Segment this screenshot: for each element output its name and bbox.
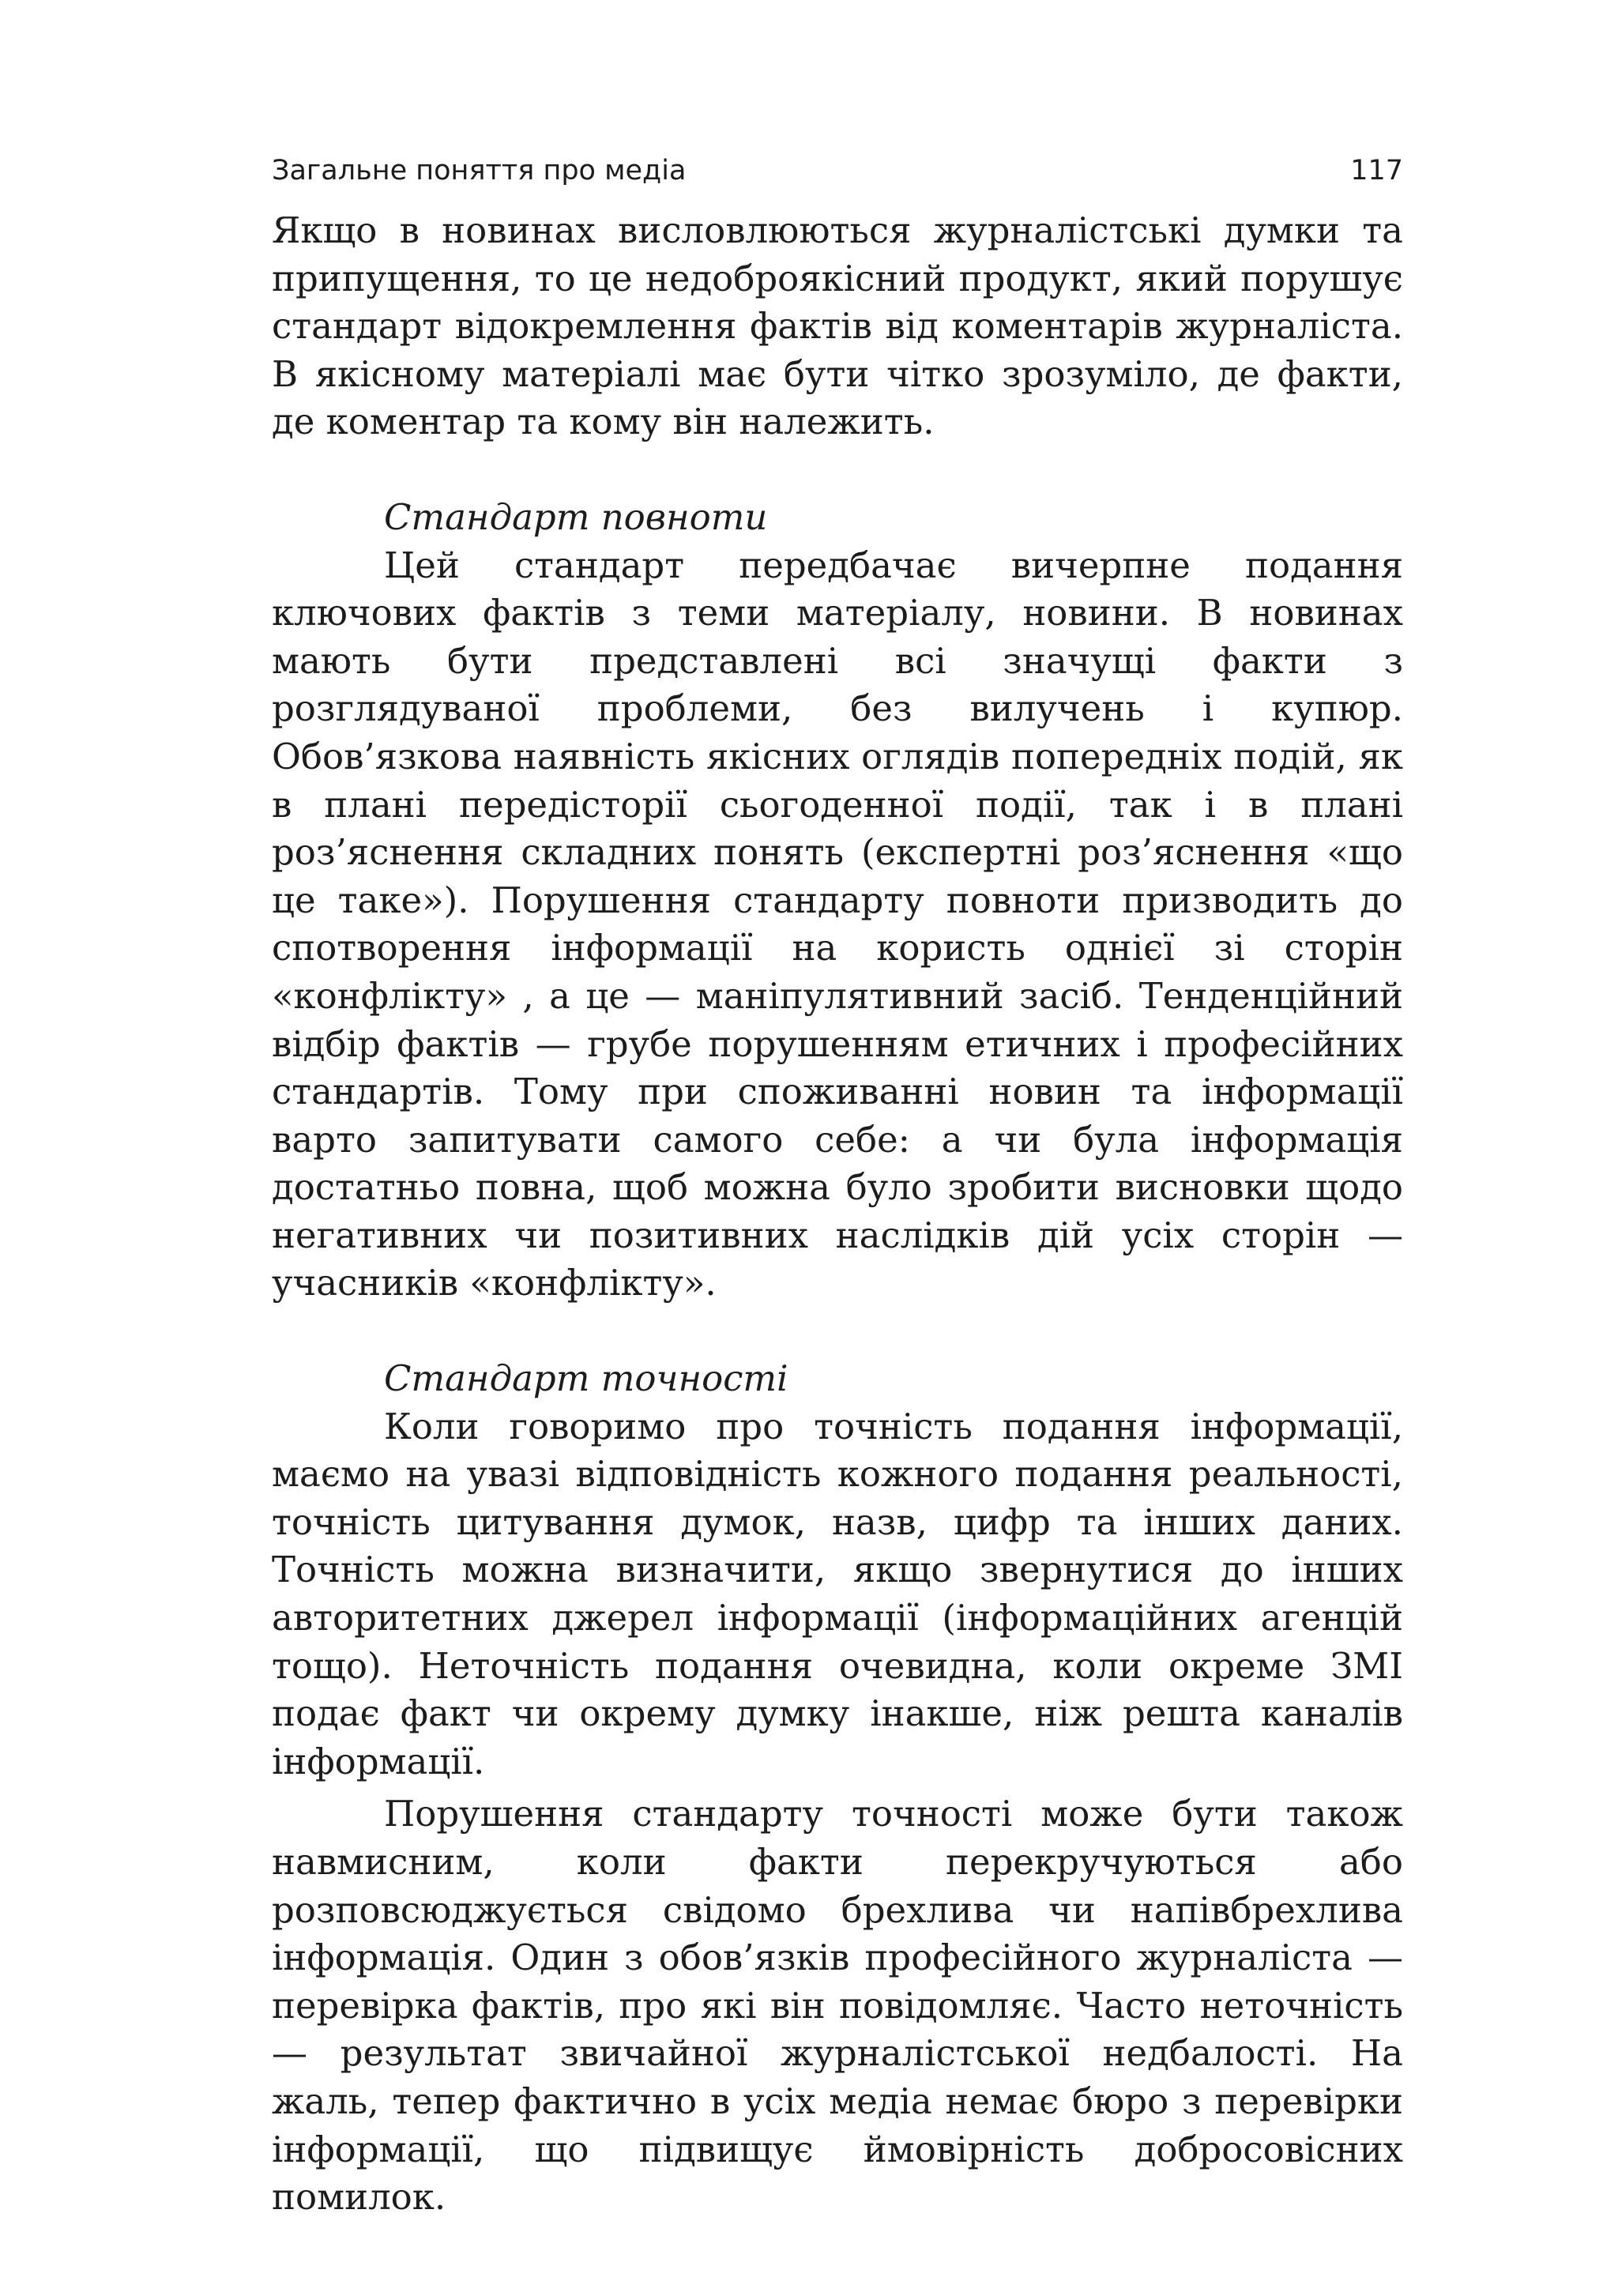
paragraph-accuracy-2: Порушення стандарту точності може бути також навмисним, коли факти перекручуються або розповсюджується свідомо брехлива чи напівбрехлива інформація. Один з обов’язків професійного журналіста — перевірка фактів, про які він повідомляє. Часто неточність — результат звичайної журналістської недбалості. На жаль, тепер фактично в усіх медіа немає бюро з перевірки інформації, що підвищує ймовірність добросовісних помилок. (272, 1793, 1403, 2219)
section-heading-accuracy: Стандарт точності (384, 1357, 788, 1400)
paragraph-accuracy-1: Коли говоримо про точність подання інформації, маємо на увазі відповідність кожного подання реальності, точність цитування думок, назв, цифр та інших даних. Точність можна визначити, якщо звернутися до інших авторитетних джерел інформації (інформаційних агенцій тощо). Неточність подання очевидна, коли окреме ЗМІ подає факт чи окрему думку інакше, ніж решта каналів інформації. (272, 1405, 1403, 1782)
page-number: 117 (1350, 155, 1403, 186)
running-head-title: Загальне поняття про медіа (272, 155, 687, 186)
section-heading-completeness: Стандарт повноти (384, 495, 768, 538)
body-text (272, 207, 1403, 2222)
running-head (272, 150, 1403, 191)
paragraph-intro: Якщо в новинах висловлюються журналістські думки та припущення, то це недоброякісний продукт, який порушує стандарт відокремлення фактів від коментарів журналіста. В якісному матеріалі має бути чітко зрозуміло, де факти, де коментар та кому він належить. (272, 209, 1403, 443)
paragraph-completeness: Цей стандарт передбачає вичерпне подання ключових фактів з теми матеріалу, новини. В новинах мають бути представлені всі значущі факти з розглядуваної проблеми, без вилучень і купюр. Обов’язкова наявність якісних оглядів попередніх подій, як в плані передісторії сьогоденної події, так і в плані роз’яснення складних понять (експертні роз’яснення «що це таке»). Порушення стандарту повноти призводить до спотворення інформації на користь однієї зі сторін «конфлікту» , а це — маніпулятивний засіб. Тенденційний відбір фактів — грубе порушенням етичних і професійних стандартів. Тому при споживанні новин та інформації варто запитувати самого себе: а чи була інформація достатньо повна, щоб можна було зробити висновки щодо негативних чи позитивних наслідків дій усіх сторін — учасників «конфлікту». (272, 544, 1403, 1304)
